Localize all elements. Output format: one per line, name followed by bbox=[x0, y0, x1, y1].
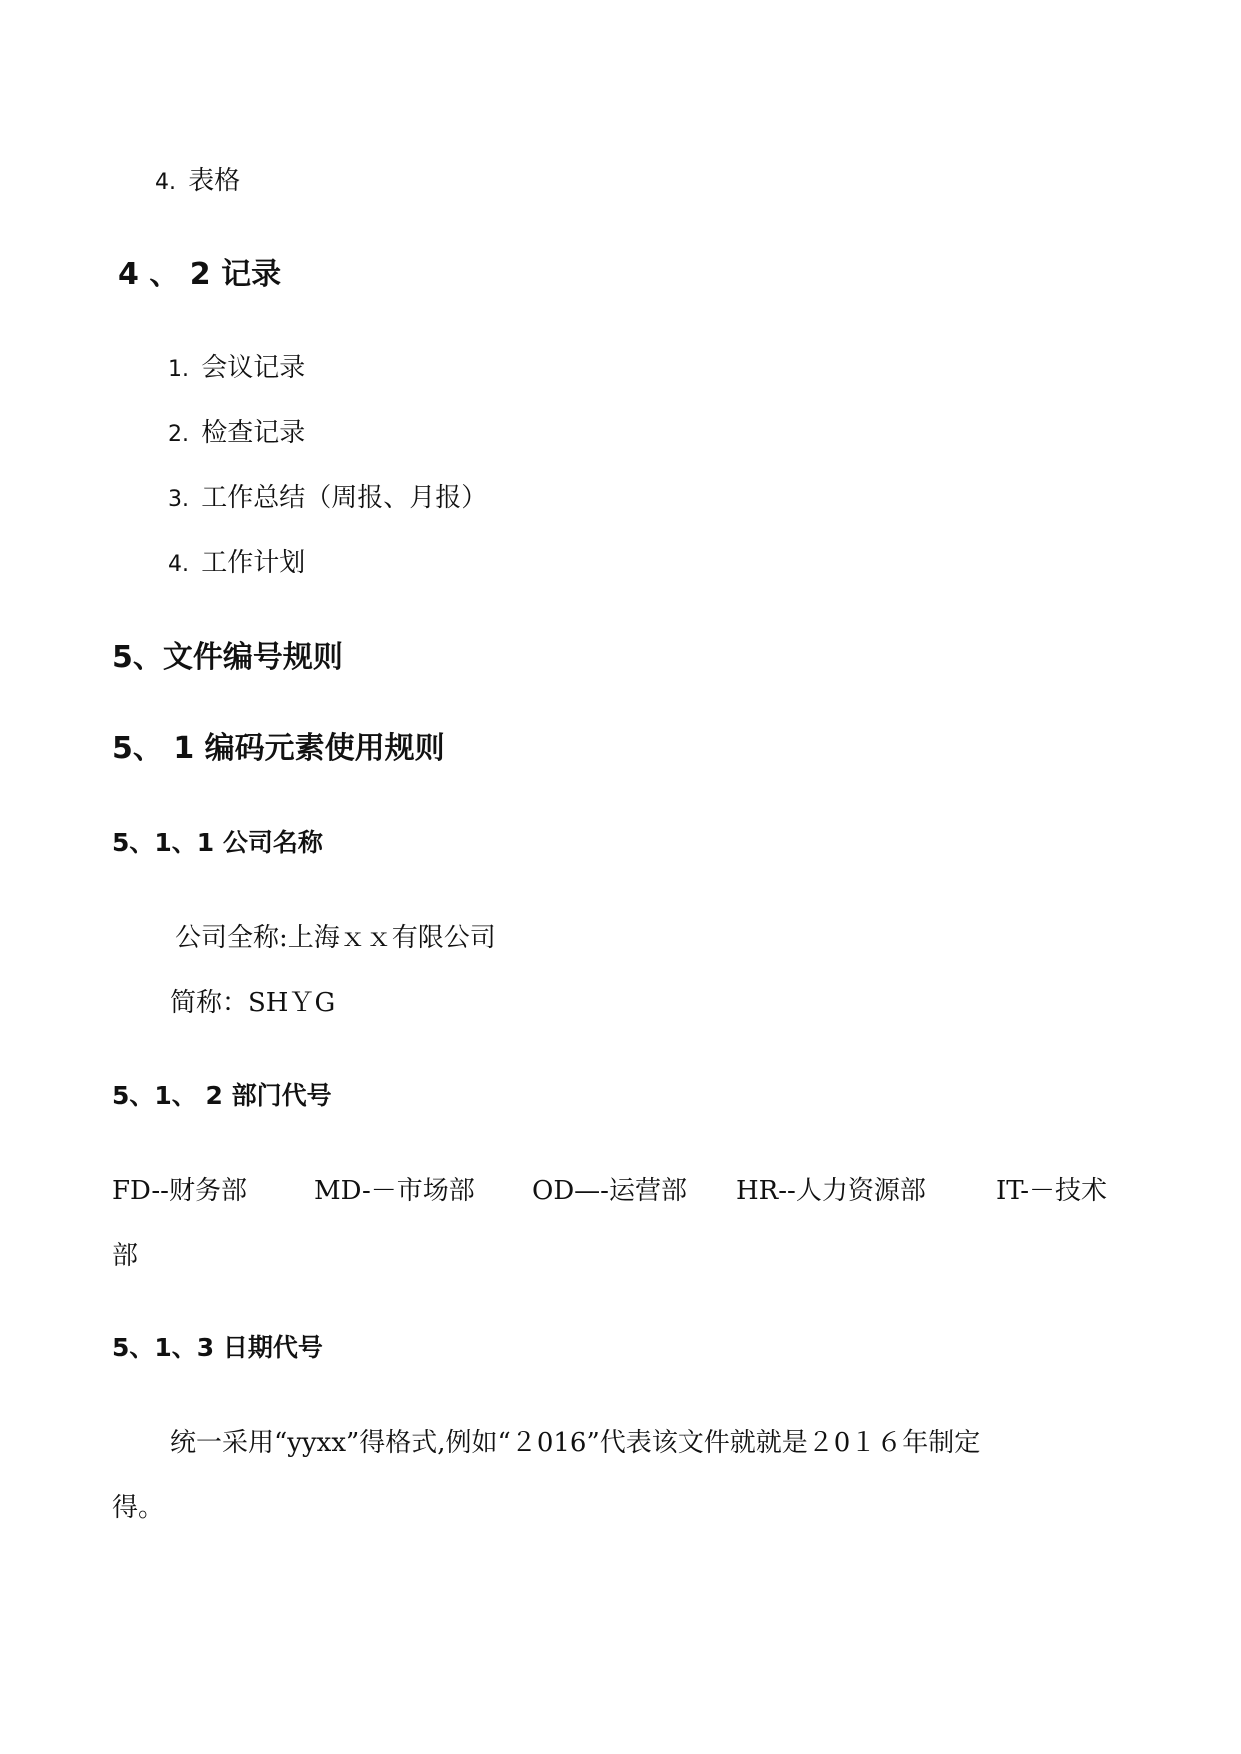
list-number: 2. bbox=[168, 422, 189, 447]
dept-code-od: OD—-运营部 bbox=[532, 1176, 687, 1206]
dept-code-md: MD-－市场部 bbox=[314, 1176, 475, 1206]
section-heading-5-1-2: 5、1、 2 部门代号 bbox=[112, 1081, 332, 1110]
list-item-work-plan bbox=[168, 550, 305, 576]
list-label: 工作总结（周报、月报） bbox=[201, 483, 488, 513]
list-item-meeting-record bbox=[168, 355, 305, 381]
company-short-name: 简称：SHＹG bbox=[170, 988, 336, 1018]
list-label: 表格 bbox=[188, 166, 241, 196]
date-code-description-cont: 得。 bbox=[112, 1493, 165, 1523]
list-number: 1. bbox=[168, 357, 189, 382]
list-label: 工作计划 bbox=[201, 548, 306, 578]
list-item-work-summary bbox=[168, 485, 487, 511]
section-heading-5-1-3: 5、1、3 日期代号 bbox=[112, 1333, 323, 1362]
dept-code-hr: HR--人力资源部 bbox=[736, 1176, 926, 1206]
list-item-table bbox=[155, 168, 240, 194]
dept-code-it-wrap: 部 bbox=[112, 1241, 139, 1271]
company-full-name: 公司全称:上海ｘｘ有限公司 bbox=[175, 923, 496, 953]
list-number: 4. bbox=[168, 552, 189, 577]
list-number: 3. bbox=[168, 487, 189, 512]
date-code-description: 统一采用“yyxx”得格式,例如“２016”代表该文件就就是２0１６年制定 bbox=[170, 1428, 981, 1458]
list-label: 检查记录 bbox=[201, 418, 306, 448]
list-number: 4. bbox=[155, 170, 176, 195]
dept-code-it: IT-－技术 bbox=[996, 1176, 1108, 1206]
section-heading-4-2: 4 、 2 记录 bbox=[118, 257, 282, 292]
dept-code-fd: FD--财务部 bbox=[112, 1176, 247, 1206]
section-heading-5-1: 5、 1 编码元素使用规则 bbox=[112, 731, 445, 766]
section-heading-5: 5、文件编号规则 bbox=[112, 640, 343, 675]
list-label: 会议记录 bbox=[201, 353, 306, 383]
list-item-inspection-record bbox=[168, 420, 305, 446]
section-heading-5-1-1: 5、1、1 公司名称 bbox=[112, 828, 323, 857]
